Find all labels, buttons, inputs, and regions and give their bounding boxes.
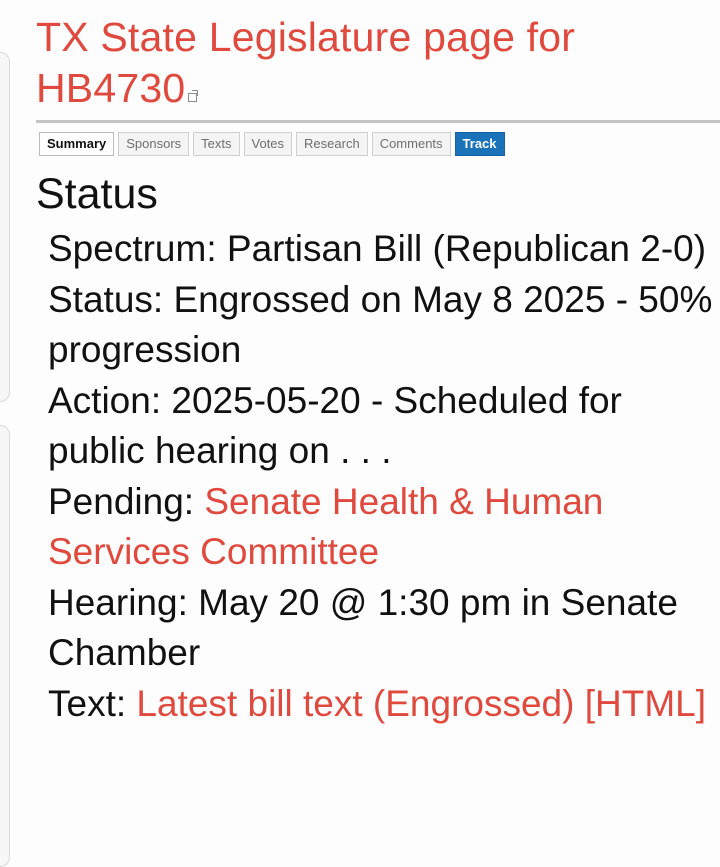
latest-bill-text-link[interactable]: Latest bill text (Engrossed) [HTML]: [136, 682, 707, 724]
page-title-text[interactable]: TX State Legislature page for HB4730: [36, 14, 576, 111]
action-row: [48, 376, 713, 477]
status-value: Engrossed on May 8 2025 - 50% progression: [48, 278, 713, 370]
spectrum-label: Spectrum:: [48, 228, 217, 269]
action-value: 2025-05-20 - Scheduled for public hearing on . . .: [48, 379, 622, 471]
pending-committee-link[interactable]: Senate Health & Human Services Committee: [48, 480, 604, 572]
tab-texts[interactable]: Texts: [193, 132, 239, 156]
title-divider: [36, 120, 720, 123]
text-row: [48, 679, 713, 730]
page-edge-top: [0, 52, 10, 402]
status-heading: Status: [36, 170, 158, 218]
status-row: [48, 275, 713, 376]
spectrum-row: [48, 224, 713, 275]
page-title[interactable]: [36, 12, 686, 114]
pending-row: [48, 477, 713, 578]
track-button[interactable]: Track: [455, 132, 505, 156]
page-edge-bottom: [0, 425, 10, 867]
tab-bar: [39, 132, 505, 156]
tab-summary[interactable]: Summary: [39, 132, 114, 156]
hearing-row: [48, 578, 713, 679]
status-details: [48, 224, 713, 729]
external-link-icon[interactable]: [188, 93, 197, 102]
status-label: Status:: [48, 278, 164, 320]
tab-sponsors[interactable]: Sponsors: [118, 132, 189, 156]
tab-research[interactable]: Research: [296, 132, 368, 156]
tab-comments[interactable]: Comments: [372, 132, 451, 156]
text-label: Text:: [48, 682, 127, 724]
hearing-value: May 20 @ 1:30 pm in Senate Chamber: [48, 581, 678, 673]
pending-label: Pending:: [48, 480, 195, 522]
spectrum-value: Partisan Bill (Republican 2-0): [226, 228, 707, 269]
hearing-label: Hearing:: [48, 581, 188, 623]
action-label: Action:: [48, 379, 162, 421]
tab-votes[interactable]: Votes: [244, 132, 293, 156]
